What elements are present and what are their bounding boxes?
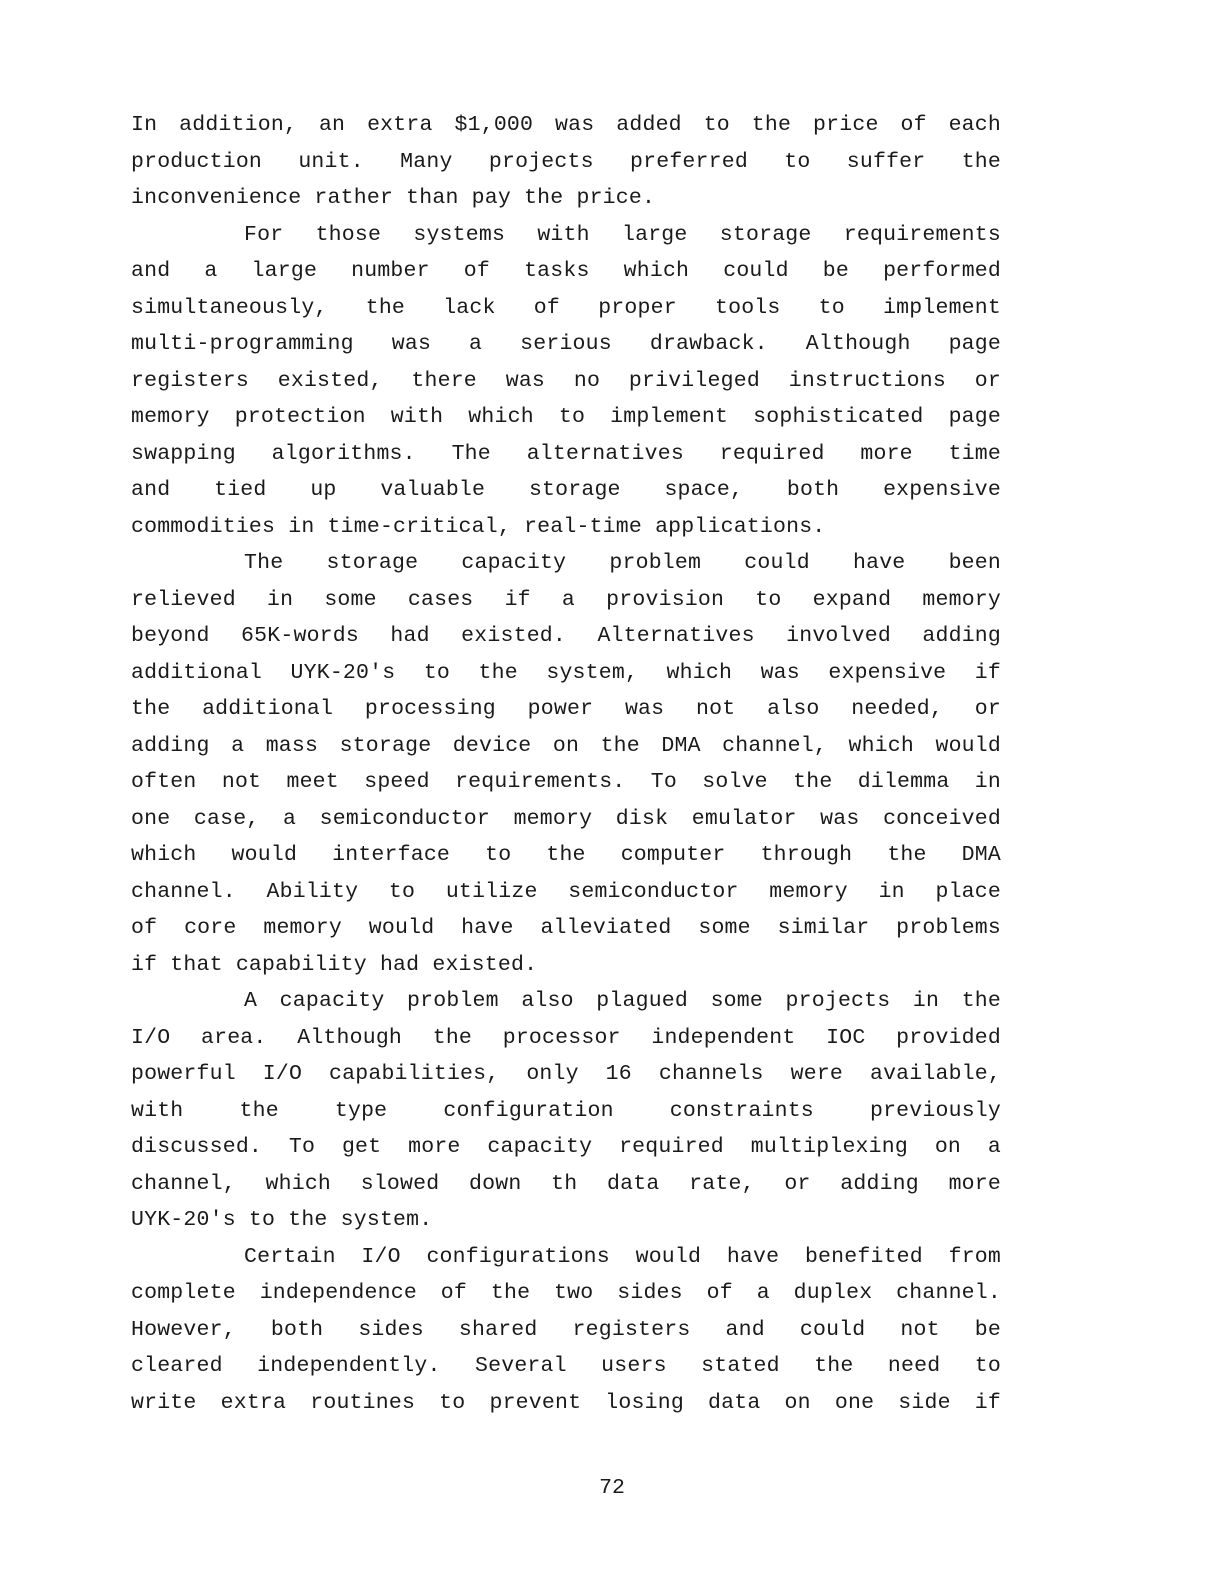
text-line: multi-programming was a serious drawback. Although page: [131, 332, 1001, 356]
text-line: relieved in some cases if a provision to expand memory: [131, 587, 1001, 612]
text-line: complete independence of the two sides of a duplex channel.: [131, 1281, 1001, 1305]
text-line: and a large number of tasks which could be performed: [131, 259, 1001, 283]
text-line: which would interface to the computer through the DMA: [131, 843, 1001, 867]
paragraph: [131, 545, 1001, 983]
text-line: one case, a semiconductor memory disk emulator was conceived: [131, 806, 1001, 831]
text-line: and tied up valuable storage space, both expensive: [131, 478, 1001, 502]
text-line: The storage capacity problem could have been: [244, 551, 1001, 575]
text-line: commodities in time-critical, real-time applications.: [131, 514, 826, 539]
text-line: memory protection with which to implement sophisticated page: [131, 405, 1001, 429]
text-line: UYK-20's to the system.: [131, 1208, 433, 1232]
text-line: However, both sides shared registers and could not be: [131, 1317, 1001, 1342]
text-line: powerful I/O capabilities, only 16 channels were available,: [131, 1062, 1001, 1086]
paragraph: [131, 983, 1001, 1239]
text-line: For those systems with large storage requirements: [244, 222, 1001, 247]
text-line: additional UYK-20's to the system, which was expensive if: [131, 660, 1001, 685]
text-line: inconvenience rather than pay the price.: [131, 186, 656, 210]
paragraph: [131, 107, 1001, 217]
text-line: I/O area. Although the processor independent IOC provided: [131, 1025, 1001, 1050]
body-text: [131, 107, 1001, 1421]
paragraph: [131, 1239, 1001, 1422]
text-line: Certain I/O configurations would have benefited from: [244, 1244, 1001, 1269]
text-line: A capacity problem also plagued some projects in the: [244, 989, 1001, 1013]
text-line: registers existed, there was no privileged instructions or: [131, 368, 1001, 393]
text-line: channel, which slowed down th data rate, or adding more: [131, 1171, 1001, 1196]
text-line: adding a mass storage device on the DMA channel, which would: [131, 733, 1001, 758]
text-line: with the type configuration constraints previously: [131, 1098, 1001, 1123]
text-line: discussed. To get more capacity required multiplexing on a: [131, 1135, 1001, 1159]
paragraph: [131, 217, 1001, 546]
text-line: often not meet speed requirements. To solve the dilemma in: [131, 770, 1001, 794]
text-line: write extra routines to prevent losing data on one side if: [131, 1390, 1001, 1415]
text-line: simultaneously, the lack of proper tools to implement: [131, 295, 1001, 320]
page-number: 72: [599, 1476, 625, 1500]
text-line: of core memory would have alleviated some similar problems: [131, 916, 1001, 940]
text-line: cleared independently. Several users stated the need to: [131, 1354, 1001, 1378]
text-line: In addition, an extra $1,000 was added to the price of each: [131, 113, 1001, 137]
text-line: the additional processing power was not also needed, or: [131, 697, 1001, 721]
text-line: if that capability had existed.: [131, 952, 538, 977]
text-line: channel. Ability to utilize semiconductor memory in place: [131, 879, 1001, 904]
text-line: production unit. Many projects preferred to suffer the: [131, 149, 1001, 174]
text-line: beyond 65K-words had existed. Alternatives involved adding: [131, 624, 1001, 648]
text-line: swapping algorithms. The alternatives required more time: [131, 441, 1001, 466]
